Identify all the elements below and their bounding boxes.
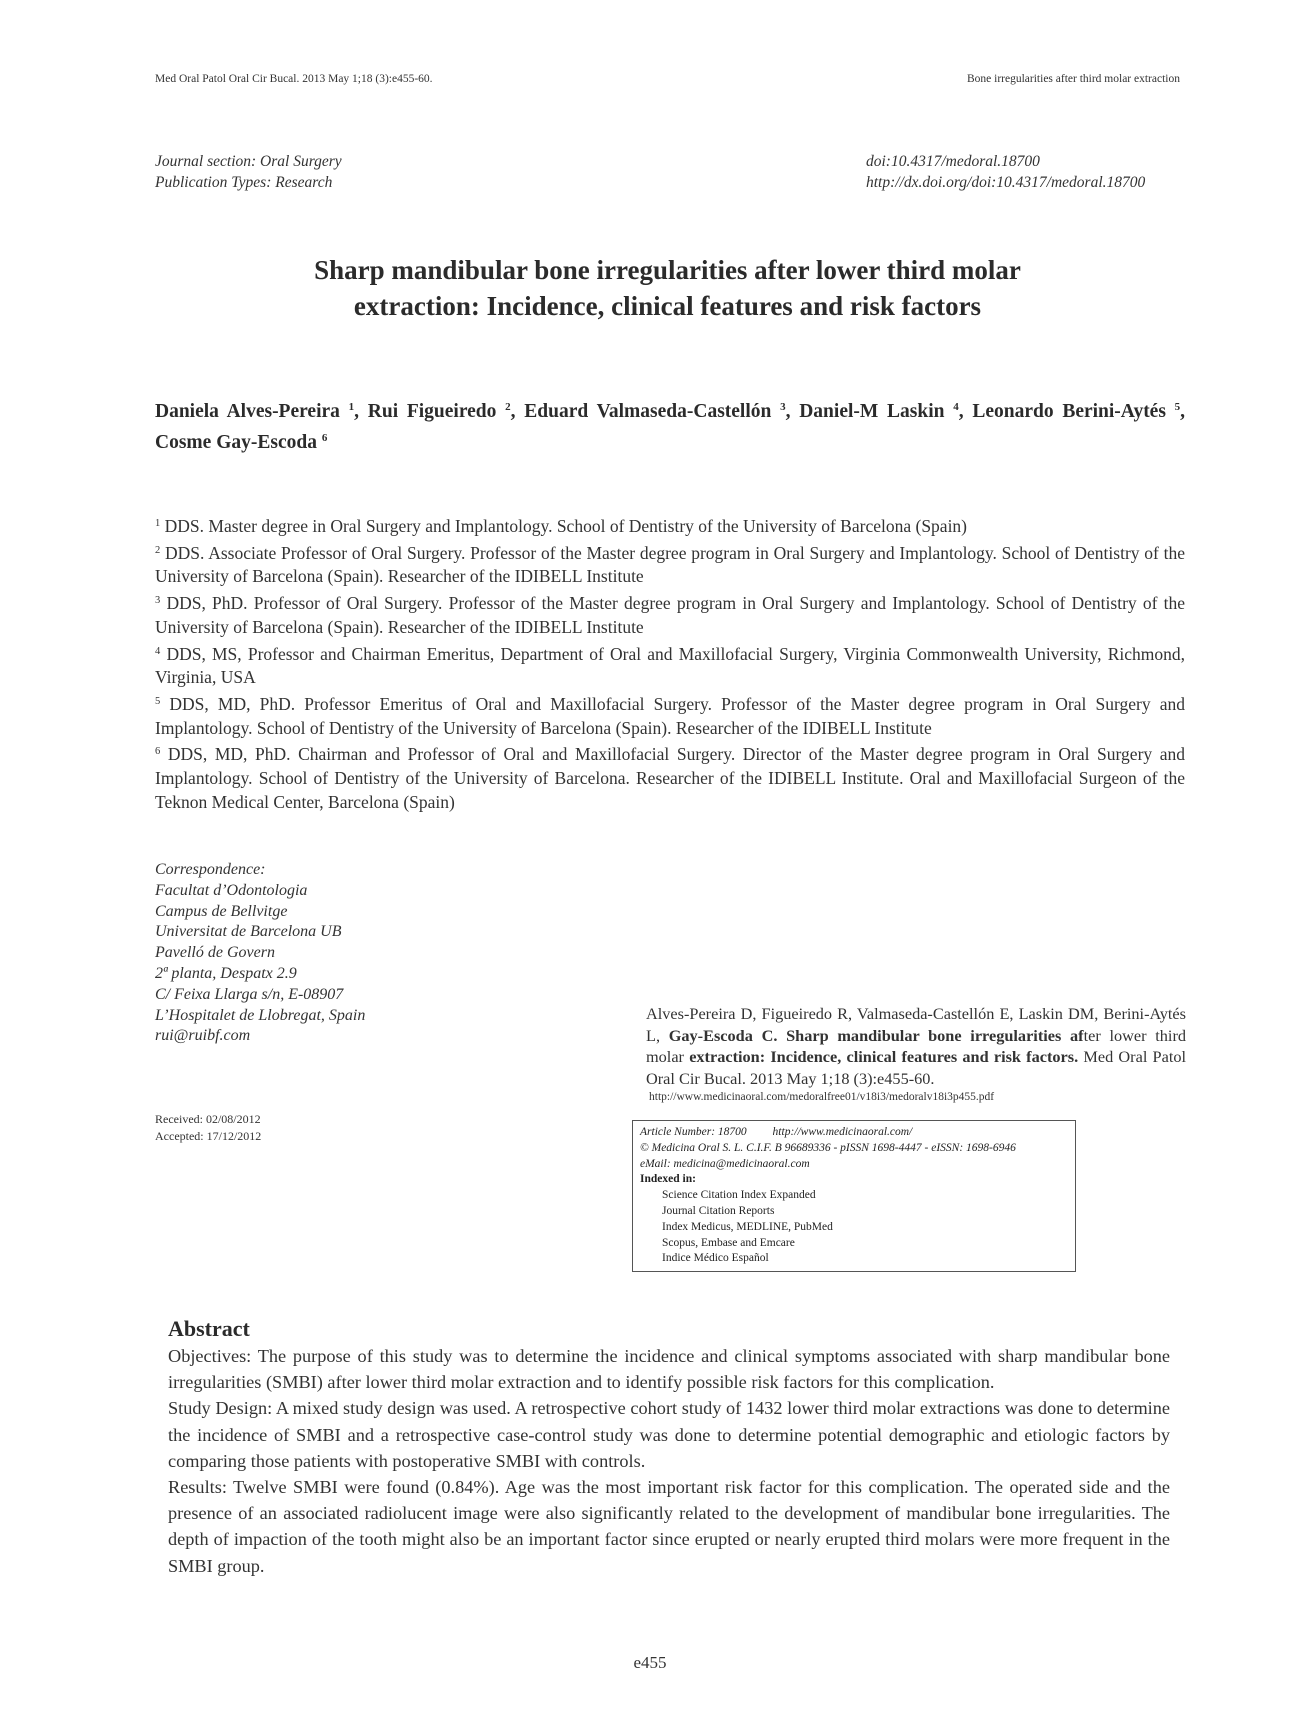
title-line-1: Sharp mandibular bone irregularities after lower third molar — [314, 255, 1021, 285]
author-affiliation-mark: 1 — [348, 401, 355, 413]
correspondence-line: C/ Feixa Llarga s/n, E-08907 — [155, 985, 344, 1003]
citation-title: Sharp mandibular bone irregularities af — [786, 1025, 1084, 1045]
citation-authors: Alves-Pereira D, Figueiredo R, Valmaseda-Castellón E, Laskin DM, Berini-Aytés L, — [646, 1004, 1186, 1045]
author-affiliation-mark: 4 — [953, 401, 959, 413]
copyright-line: © Medicina Oral S. L. C.I.F. B 96689336 - pISSN 1698-4447 - eISSN: 1698-6946 — [640, 1141, 1016, 1154]
affiliation-mark: 3 — [155, 595, 161, 607]
correspondence-line: Pavelló de Govern — [155, 944, 275, 962]
affiliation-text: DDS. Associate Professor of Oral Surgery. Professor of the Master degree program in Oral Surgery and Implantology. School of Dentistry of the University of Barcelona (Spain). Researcher of the IDIBELL Institute — [155, 542, 1186, 587]
author-name: Daniela Alves-Pereira — [155, 401, 340, 422]
index-entry: Journal Citation Reports — [662, 1204, 775, 1217]
author-name: Leonardo Berini-Aytés — [972, 401, 1166, 422]
citation-block — [646, 1003, 1186, 1105]
article-meta-right — [866, 151, 1145, 193]
publication-type: Publication Types: Research — [155, 174, 333, 191]
citation-title-cont: ter lower third molar — [646, 1025, 1187, 1066]
affiliation-list — [155, 512, 1185, 814]
author-name: Daniel-M Laskin — [799, 401, 945, 422]
title-line-2: extraction: Incidence, clinical features and risk factors — [353, 291, 982, 321]
correspondence-line: Facultat d’Odontologia — [155, 881, 308, 899]
author-name: Rui Figueiredo — [367, 401, 497, 422]
abstract-study-design: Study Design: A mixed study design was used. A retrospective cohort study of 1432 lower third molar extractions was done to determine the incidence of SMBI and a retrospective case-control study was done to determine potential demographic and etiologic factors by comparing those patients with postoperative SMBI with controls. — [168, 1398, 1170, 1471]
affiliation-text: DDS. Master degree in Oral Surgery and Implantology. School of Dentistry of the University of Barcelona (Spain) — [164, 516, 968, 536]
author-affiliation-mark: 3 — [780, 401, 786, 413]
affiliation-item — [155, 512, 1185, 539]
journal-info-box — [632, 1120, 1076, 1272]
correspondence-block — [155, 860, 365, 1047]
correspondence-line: Campus de Bellvitge — [155, 902, 288, 920]
author-name: Cosme Gay-Escoda — [155, 432, 317, 453]
index-entry: Index Medicus, MEDLINE, PubMed — [662, 1220, 833, 1233]
running-header-right: Bone irregularities after third molar extraction — [967, 73, 1180, 85]
affiliation-mark: 6 — [155, 746, 161, 758]
journal-section: Journal section: Oral Surgery — [155, 153, 342, 170]
accepted-date: Accepted: 17/12/2012 — [155, 1129, 262, 1143]
abstract-heading: Abstract — [168, 1316, 250, 1341]
journal-email: eMail: medicina@medicinaoral.com — [640, 1157, 810, 1170]
affiliation-item — [155, 539, 1185, 589]
affiliation-item — [155, 640, 1185, 690]
affiliation-mark: 5 — [155, 695, 161, 707]
affiliation-text: DDS, PhD. Professor of Oral Surgery. Professor of the Master degree program in Oral Surgery and Implantology. School of Dentistry of the University of Barcelona (Spain). Researcher of the IDIBELL Institute — [155, 593, 1185, 637]
correspondence-label: Correspondence: — [155, 861, 266, 878]
received-date: Received: 02/08/2012 — [155, 1112, 261, 1126]
author-list: Daniela Alves-Pereira $^1$, Rui Figueiredo $^2$, Eduard Valmaseda-Castellón $^3$, Daniel-M Laskin $^4$, Leonardo Berini-Aytés $^5$, Cosme Gay-Escoda $^6$ — [155, 401, 1186, 453]
citation-last-author: Gay-Escoda C. — [668, 1025, 778, 1045]
correspondence-line: 2ª planta, Despatx 2.9 — [155, 964, 297, 982]
correspondence-line: L’Hospitalet de Llobregat, Spain — [155, 1006, 366, 1024]
affiliation-text: DDS, MD, PhD. Professor Emeritus of Oral and Maxillofacial Surgery. Professor of the Master degree program in Oral Surgery and Implantology. School of Dentistry of the University of Barcelona (Spain). Researcher of the IDIBELL Institute — [155, 693, 1186, 738]
author-name: Eduard Valmaseda-Castellón — [524, 401, 772, 422]
article-meta-left — [155, 151, 342, 193]
citation-url[interactable]: http://www.medicinaoral.com/medoralfree01/v18i3/medoralv18i3p455.pdf — [649, 1091, 995, 1103]
index-entry: Science Citation Index Expanded — [662, 1189, 816, 1202]
paper-title — [155, 252, 1180, 324]
author-affiliation-mark: 5 — [1174, 401, 1181, 413]
correspondence-email[interactable]: rui@ruibf.com — [155, 1027, 251, 1045]
abstract-results: Results: Twelve SMBI were found (0.84%). Age was the most important risk factor for this complication. The operated side and the presence of an associated radiolucent image were also significantly related to the development of mandibular bone irregularities. The depth of impaction of the tooth might also be an important factor since erupted or nearly erupted third molars were more frequent in the SMBI group. — [168, 1477, 1170, 1576]
affiliation-mark: 4 — [155, 645, 161, 657]
affiliation-item — [155, 589, 1185, 639]
affiliation-text: DDS, MD, PhD. Chairman and Professor of Oral and Maxillofacial Surgery. Director of the Master degree program in Oral Surgery and Implantology. School of Dentistry of the University of Barcelona. Researcher of the IDIBELL Institute. Oral and Maxillofacial Surgeon of the Teknon Medical Center, Barcelona (Spain) — [155, 744, 1186, 812]
affiliation-text: DDS, MS, Professor and Chairman Emeritus, Department of Oral and Maxillofacial Surgery, Virginia Commonwealth University, Richmond, Virginia, USA — [155, 643, 1186, 688]
affiliation-item — [155, 740, 1185, 814]
article-number: Article Number: 18700 http://www.medicinaoral.com/ — [640, 1126, 913, 1138]
indexed-in-label: Indexed in: — [640, 1173, 696, 1186]
correspondence-line: Universitat de Barcelona UB — [155, 923, 342, 941]
citation-title-rest: extraction: Incidence, clinical features and risk factors. — [689, 1047, 1079, 1066]
index-entry: Indice Médico Español — [662, 1252, 769, 1265]
affiliation-mark: 1 — [155, 518, 161, 529]
abstract-objectives: Objectives: The purpose of this study was to determine the incidence and clinical symptoms associated with sharp mandibular bone irregularities (SMBI) after lower third molar extraction and to identify possible risk factors for this complication. — [168, 1346, 1170, 1393]
author-affiliation-mark: 2 — [505, 401, 511, 413]
abstract-section — [168, 1316, 1170, 1579]
running-header-left: Med Oral Patol Oral Cir Bucal. 2013 May 1;18 (3):e455-60. — [155, 73, 433, 85]
dates-block — [155, 1111, 261, 1145]
doi-url[interactable]: http://dx.doi.org/doi:10.4317/medoral.18700 — [866, 174, 1146, 191]
affiliation-item — [155, 690, 1185, 740]
doi: doi:10.4317/medoral.18700 — [866, 153, 1040, 170]
author-affiliation-mark: 6 — [321, 432, 328, 444]
citation-journal: Med Oral Patol Oral Cir Bucal. 2013 May 1;18 (3):e455-60. — [646, 1047, 1187, 1088]
index-entry: Scopus, Embase and Emcare — [662, 1236, 795, 1249]
affiliation-mark: 2 — [155, 544, 161, 556]
page-number: e455 — [633, 1653, 667, 1672]
